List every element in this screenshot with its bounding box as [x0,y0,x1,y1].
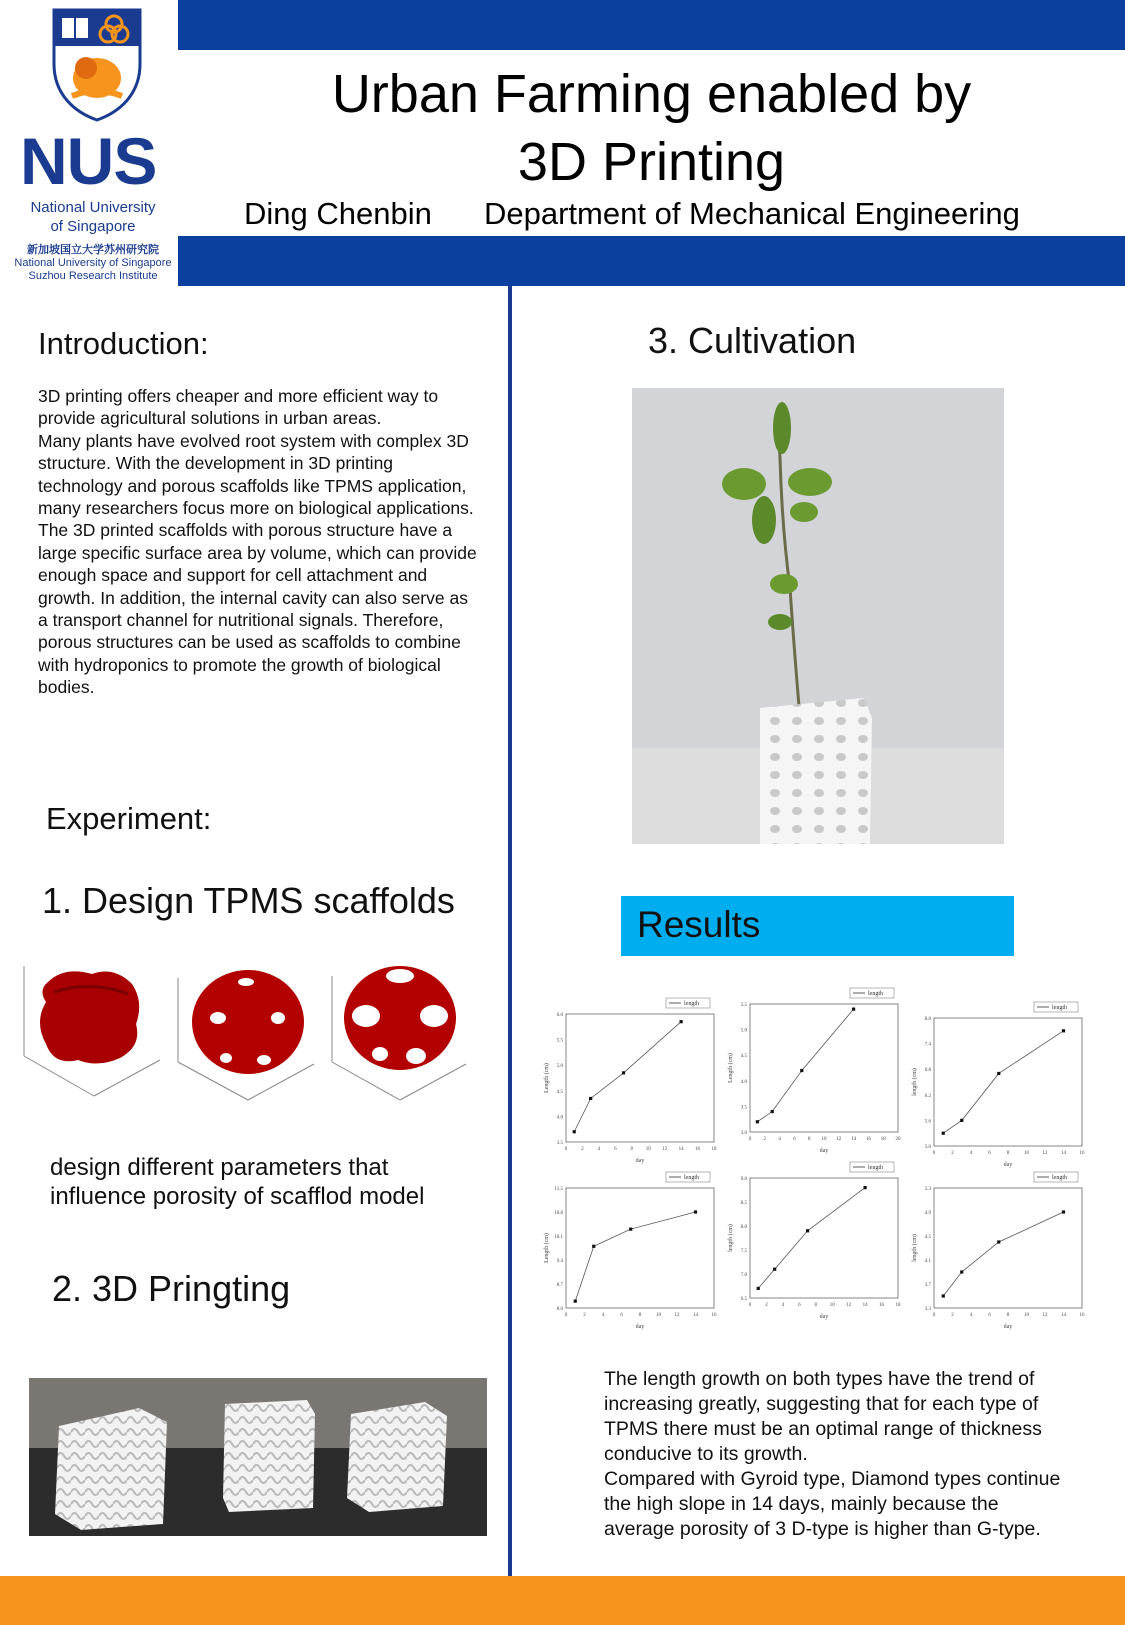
chart-frame [750,1178,898,1298]
results-heading: Results [637,904,761,945]
nus-institute-cn: 新加坡国立大学苏州研究院 [27,244,159,256]
data-point [800,1069,803,1072]
data-point [573,1130,576,1133]
legend-label: length [1052,1175,1067,1181]
y-tick-label: 5.0 [740,1028,747,1034]
x-tick-label: 18 [880,1137,886,1142]
x-tick-label: 4 [781,1303,785,1308]
y-tick-label: 4.0 [556,1115,563,1121]
x-tick-label: 12 [836,1137,842,1142]
growth-chart-4 [540,1170,722,1334]
y-tick-label: 4.5 [556,1089,563,1095]
series-line [758,1188,865,1289]
chart-frame [934,1018,1082,1146]
nus-name-line2: of Singapore [50,218,136,235]
x-tick-label: 8 [1006,1151,1010,1156]
y-tick-label: 8.7 [556,1283,563,1288]
x-tick-label: 10 [1024,1313,1029,1318]
x-tick-label: 14 [1061,1313,1066,1318]
design-heading: 1. Design TPMS scaffolds [42,880,455,921]
growth-chart-6 [908,1170,1090,1334]
y-tick-label: 5.0 [924,1145,931,1150]
series-line [757,1009,853,1122]
x-tick-label: 8 [1006,1313,1010,1318]
growth-chart-3 [908,1000,1090,1172]
y-tick-label: 8.5 [740,1201,747,1206]
x-axis-label: day [635,1158,645,1164]
x-tick-label: 4 [969,1151,973,1156]
nus-wordmark: NUS [20,124,157,198]
x-tick-label: 16 [711,1313,717,1318]
y-tick-label: 4.5 [740,1054,747,1060]
nus-name-line1: National University [30,199,156,216]
x-tick-label: 6 [988,1313,991,1318]
series-line [574,1022,681,1132]
x-tick-label: 10 [645,1147,651,1152]
chart-frame [566,1188,714,1308]
x-tick-label: 6 [793,1137,796,1142]
x-tick-label: 16 [865,1137,871,1142]
introduction-body: 3D printing offers cheaper and more efficient way to provide agricultural solutions in urban areas. Many plants have evolved root system with complex 3D structure. With the development in 3D printing technology and porous scaffolds like TPMS application, many researchers focus more on biological applications. The 3D printed scaffolds with porous structure have a large specific surface area by volume, which can provide enough space and support for cell attachment and growth. In addition, the internal cavity can also serve as a transport channel for nutritional signals. Therefore, porous structures can be used as scaffolds to combine with hydroponics to promote the growth of biological bodies. [38,386,477,698]
x-tick-label: 6 [798,1303,801,1308]
author-name: Ding Chenbin [244,196,432,231]
x-tick-label: 8 [807,1137,811,1142]
x-tick-label: 14 [678,1147,684,1152]
data-point [997,1072,1000,1075]
y-tick-label: 5.5 [740,1003,747,1008]
series-line [943,1031,1063,1133]
x-tick-label: 0 [748,1137,752,1142]
x-tick-label: 2 [581,1147,584,1152]
y-tick-label: 6.8 [924,1068,931,1074]
introduction-heading: Introduction: [38,326,209,361]
y-tick-label: 6.2 [924,1093,931,1099]
tpms-model-2 [178,970,314,1100]
x-axis-label: day [819,1314,829,1320]
x-tick-label: 2 [765,1303,768,1308]
x-tick-label: 14 [851,1137,857,1142]
cultivation-heading: 3. Cultivation [648,320,857,361]
x-tick-label: 6 [620,1313,623,1318]
y-tick-label: 4.5 [924,1235,931,1240]
data-point [806,1229,809,1232]
legend-label: length [868,991,883,997]
header-bottom-bar [178,236,1125,286]
x-tick-label: 4 [601,1313,605,1318]
x-tick-label: 14 [862,1303,868,1308]
x-tick-label: 20 [895,1137,901,1142]
y-tick-label: 5.0 [556,1064,563,1070]
legend-label: length [1052,1005,1067,1011]
y-tick-label: 10.1 [554,1235,563,1240]
nus-institute [10,244,176,283]
x-tick-label: 8 [814,1303,818,1308]
design-description: design different parameters that influence porosity of scafflod model [50,1154,425,1210]
x-tick-label: 4 [778,1137,781,1142]
x-tick-label: 0 [564,1147,568,1152]
y-tick-label: 6.0 [556,1013,563,1018]
nus-name [10,198,176,236]
poster-title [178,60,1125,196]
data-point [629,1228,632,1231]
x-tick-label: 16 [1079,1151,1085,1156]
y-tick-label: 6.5 [740,1297,747,1302]
y-axis-label: length (cm) [912,1234,918,1262]
data-point [942,1132,945,1135]
y-tick-label: 9.0 [740,1177,747,1182]
x-tick-label: 10 [656,1313,661,1318]
x-tick-label: 2 [583,1313,586,1318]
results-description: The length growth on both types have the trend of increasing greatly, suggesting that for each type of TPMS there must be an optimal range of thickness conducive to its growth. Compared with Gyroid type, Diamond types continue the high slope in 14 days, mainly because the average porosity of 3 D-type is higher than G-type. [604,1368,1061,1540]
legend-label: length [684,1001,699,1007]
printing-heading: 2. 3D Pringting [52,1268,291,1309]
x-tick-label: 8 [638,1313,642,1318]
growth-chart-2 [724,986,906,1158]
data-point [997,1240,1000,1243]
tpms-model-3 [332,966,466,1100]
legend-label: length [684,1175,699,1181]
y-tick-label: 3.5 [740,1105,747,1111]
y-axis-label: Length (cm) [728,1053,734,1083]
y-tick-label: 11.5 [554,1187,563,1192]
x-tick-label: 6 [988,1151,991,1156]
department-name: Department of Mechanical Engineering [484,196,1020,231]
chart-frame [566,1014,714,1142]
x-tick-label: 2 [763,1137,767,1142]
x-tick-label: 12 [846,1303,852,1308]
data-point [960,1270,963,1273]
x-tick-label: 2 [951,1151,954,1156]
x-tick-label: 0 [932,1151,936,1156]
data-point [1062,1029,1065,1032]
y-tick-label: 3.5 [556,1141,563,1146]
x-tick-label: 16 [1079,1313,1085,1318]
data-point [622,1071,625,1074]
x-tick-label: 12 [1042,1313,1048,1318]
legend-label: length [868,1165,883,1171]
x-axis-label: day [635,1324,645,1330]
x-axis-label: day [1003,1162,1013,1168]
y-tick-label: 3.3 [924,1307,931,1312]
y-tick-label: 7.4 [924,1042,931,1048]
column-divider [508,286,512,1576]
y-tick-label: 4.1 [924,1259,931,1264]
y-axis-label: Length (cm) [544,1233,550,1263]
x-tick-label: 18 [711,1147,717,1152]
x-tick-label: 4 [969,1313,973,1318]
y-tick-label: 9.4 [556,1259,563,1264]
x-tick-label: 14 [1061,1151,1066,1156]
data-point [1062,1210,1065,1213]
y-tick-label: 4.0 [740,1079,747,1085]
plant-cultivation-photo [632,388,1004,844]
x-tick-label: 8 [630,1147,634,1152]
x-tick-label: 0 [748,1303,752,1308]
y-tick-label: 8.0 [556,1307,563,1312]
experiment-heading: Experiment: [46,801,212,836]
chart-frame [934,1188,1082,1308]
series-line [943,1212,1063,1296]
x-tick-label: 16 [695,1147,701,1152]
printed-scaffolds-photo [29,1378,487,1536]
y-tick-label: 3.7 [924,1283,931,1288]
x-tick-label: 0 [564,1313,568,1318]
x-tick-label: 12 [662,1147,668,1152]
x-tick-label: 12 [1042,1151,1048,1156]
x-tick-label: 6 [614,1147,617,1152]
y-tick-label: 4.9 [924,1211,931,1216]
tpms-model-1 [24,966,160,1096]
y-tick-label: 3.0 [740,1131,747,1136]
series-line [575,1212,695,1301]
x-tick-label: 14 [693,1313,698,1318]
nus-crest-icon [50,6,144,124]
data-point [773,1268,776,1271]
data-point [694,1210,697,1213]
growth-chart-5 [724,1160,906,1324]
footer-bar [0,1576,1125,1625]
y-tick-label: 8.0 [740,1225,747,1230]
data-point [589,1097,592,1100]
x-tick-label: 10 [829,1303,835,1308]
nus-logo [0,0,178,286]
nus-institute-line1: National University of Singapore [14,257,172,269]
x-tick-label: 4 [597,1147,601,1152]
y-tick-label: 7.0 [740,1273,747,1278]
data-point [574,1300,577,1303]
header-top-bar [178,0,1125,50]
y-tick-label: 5.5 [556,1038,563,1044]
growth-chart-1 [540,996,722,1168]
title-line1: Urban Farming enabled by [331,64,972,124]
y-tick-label: 5.3 [924,1187,931,1192]
y-axis-label: Length (cm) [544,1063,550,1093]
x-tick-label: 10 [1024,1151,1029,1156]
x-axis-label: day [819,1148,829,1154]
title-line2: 3D Printing [517,132,786,192]
nus-institute-line2: Suzhou Research Institute [28,270,158,282]
data-point [680,1020,683,1023]
data-point [592,1245,595,1248]
y-tick-label: 10.8 [554,1211,563,1216]
y-axis-label: length (cm) [728,1224,734,1252]
data-point [942,1294,945,1297]
data-point [757,1287,760,1290]
tpms-models-figure [14,962,486,1106]
x-axis-label: day [1003,1324,1013,1330]
y-tick-label: 8.0 [924,1017,931,1022]
x-tick-label: 12 [674,1313,680,1318]
y-tick-label: 5.6 [924,1119,931,1125]
data-point [771,1110,774,1113]
y-axis-label: length (cm) [912,1068,918,1096]
plant-image [632,388,1004,844]
y-tick-label: 7.5 [740,1249,747,1254]
data-point [756,1120,759,1123]
data-point [960,1119,963,1122]
printed-scaffolds-image [29,1378,487,1536]
x-tick-label: 0 [932,1313,936,1318]
x-tick-label: 16 [879,1303,885,1308]
data-point [852,1008,855,1011]
data-point [864,1186,867,1189]
x-tick-label: 2 [951,1313,954,1318]
x-tick-label: 10 [821,1137,827,1142]
x-tick-label: 18 [895,1303,901,1308]
